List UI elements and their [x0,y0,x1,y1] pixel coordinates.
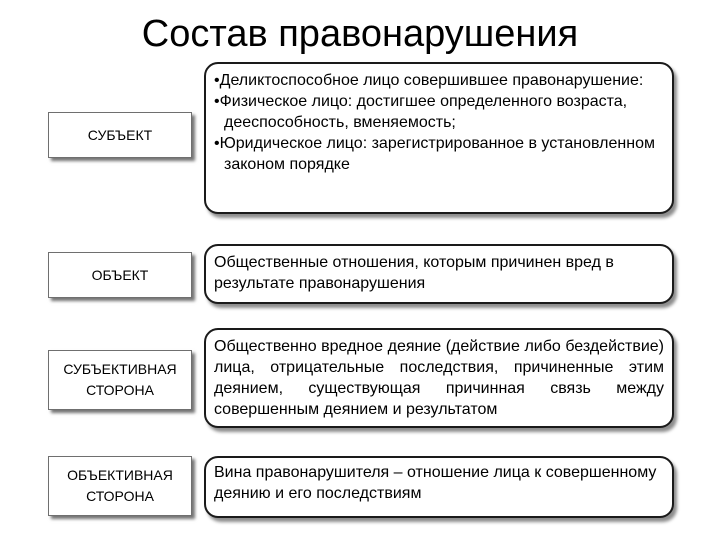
label-subject: СУБЪЕКТ [87,126,153,143]
content-box-objective-side [204,456,674,518]
label-subjective-side-line1: СУБЪЕКТИВНАЯ [63,361,177,377]
label-box-object [48,252,192,298]
label-box-objective-side [48,456,192,516]
label-objective-side-line1: ОБЪЕКТИВНАЯ [67,467,173,483]
label-object: ОБЪЕКТ [91,266,149,283]
subject-bullet-list [214,70,664,175]
label-box-subject [48,112,192,158]
content-box-subject [204,62,674,214]
label-subjective-side-line2: СТОРОНА [86,382,154,398]
objective-side-description: Вина правонарушителя – отношение лица к совершенному деянию и его последствиям [214,464,657,502]
subjective-side-description: Общественно вредное деяние (действие либо бездействие) лица, отрицательные последствия, причиненные этим деянием, существующая причинная связь между совершенным деянием и результатом [214,338,664,418]
content-box-subjective-side [204,328,674,428]
subject-bullet-1: •Деликтоспособное лицо совершившее правонарушение: [214,72,644,89]
label-objective-side-line2: СТОРОНА [86,488,154,504]
subject-bullet-3: •Юридическое лицо: зарегистрированное в установленном законом порядке [214,135,655,173]
subject-bullet-2: •Физическое лицо: достигшее определенного возраста, дееспособность, вменяемость; [214,93,628,131]
object-description: Общественные отношения, которым причинен вред в результате правонарушения [214,254,614,292]
content-box-object [204,244,674,304]
label-box-subjective-side [48,350,192,410]
slide-title: Состав правонарушения [141,13,579,55]
